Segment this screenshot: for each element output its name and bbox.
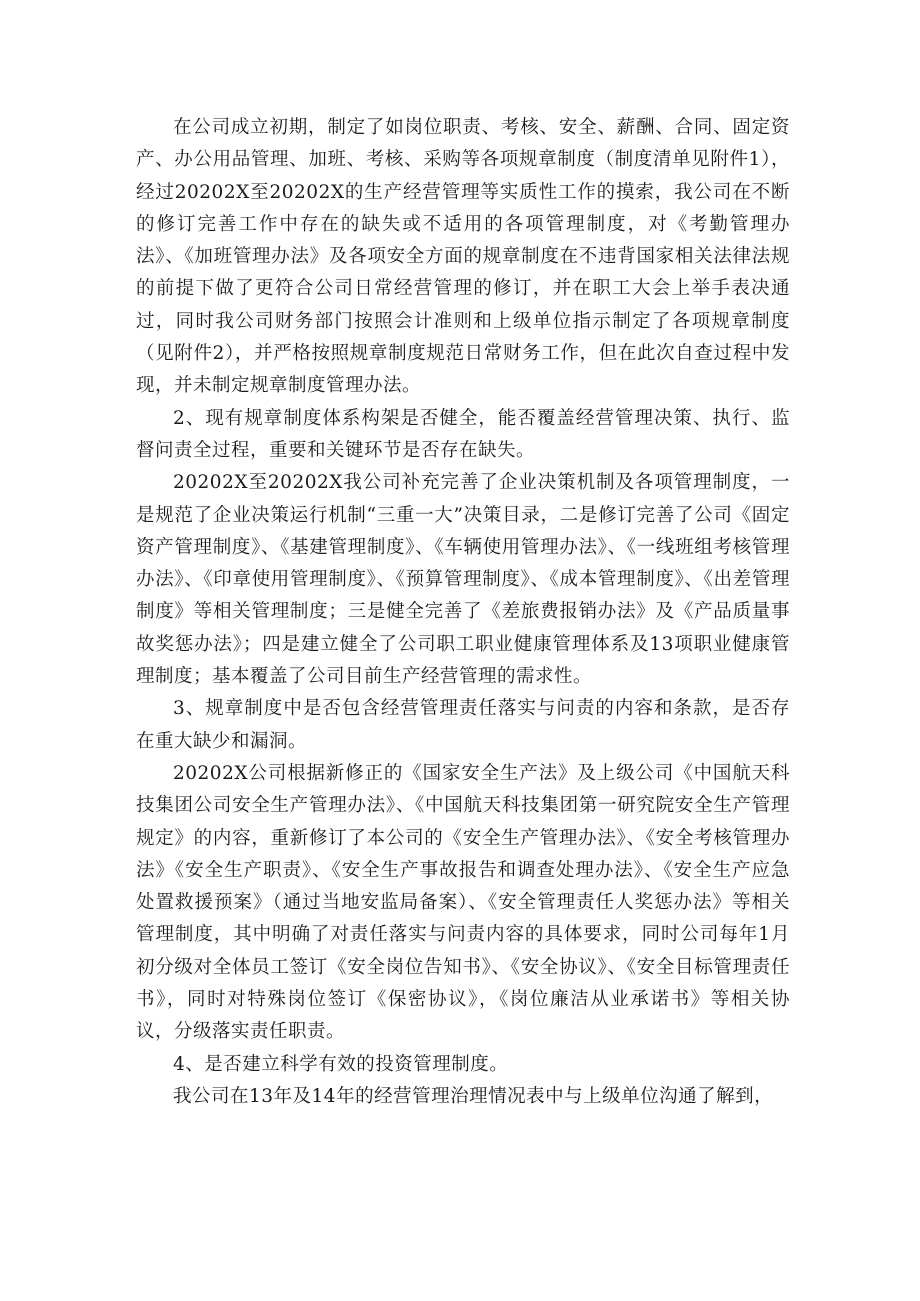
paragraph-establishment-rules: 在公司成立初期，制定了如岗位职责、考核、安全、薪酬、合同、固定资产、办公用品管理、加班、考核、采购等各项规章制度（制度清单见附件1），经过20202X至20202X的生产经营管理等实质性工作的摸索，我公司在不断的修订完善工作中存在的缺失或不适用的各项管理制度，对《考勤管理办法》、《加班管理办法》及各项安全方面的规章制度在不违背国家相关法律法规的前提下做了更符合公司日常经营管理的修订，并在职工大会上举手表决通过，同时我公司财务部门按照会计准则和上级单位指示制定了各项规章制度（见附件2），并严格按照规章制度规范日常财务工作，但在此次自查过程中发现，并未制定规章制度管理办法。 — [136, 117, 790, 397]
question-2-heading: 2、现有规章制度体系构架是否健全，能否覆盖经营管理决策、执行、监督问责全过程，重要和关键环节是否存在缺失。 — [136, 407, 790, 461]
paragraph-safety-responsibility: 20202X公司根据新修正的《国家安全生产法》及上级公司《中国航天科技集团公司安全生产管理办法》、《中国航天科技集团第一研究院安全生产管理规定》的内容，重新修订了本公司的《安全生产管理办法》、《安全考核管理办法》《安全生产职责》、《安全生产事故报告和调查处理办法》、《安全生产应急处置救援预案》（通过当地安监局备案）、《安全管理责任人奖惩办法》等相关管理制度，其中明确了对责任落实与问责内容的具体要求，同时公司每年1月初分级对全体员工签订《安全岗位告知书》、《安全协议》、《安全目标管理责任书》，同时对特殊岗位签订《保密协议》，《岗位廉洁从业承诺书》等相关协议，分级落实责任职责。 — [136, 762, 790, 1043]
document-page — [136, 112, 790, 1113]
question-4-heading: 4、是否建立科学有效的投资管理制度。 — [173, 1053, 509, 1075]
question-3-heading: 3、规章制度中是否包含经营管理责任落实与问责的内容和条款，是否存在重大缺少和漏洞。 — [136, 698, 790, 752]
paragraph-decision-mechanism: 20202X至20202X我公司补充完善了企业决策机制及各项管理制度，一是规范了企业决策运行机制“三重一大”决策目录，二是修订完善了公司《固定资产管理制度》、《基建管理制度》、《车辆使用管理办法》、《一线班组考核管理办法》、《印章使用管理制度》、《预算管理制度》、《成本管理制度》、《出差管理制度》等相关管理制度；三是健全完善了《差旅费报销办法》及《产品质量事故奖惩办法》；四是建立健全了公司职工职业健康管理体系及13项职业健康管理制度；基本覆盖了公司目前生产经营管理的需求性。 — [136, 472, 790, 688]
paragraph-investment-management: 我公司在13年及14年的经营管理治理情况表中与上级单位沟通了解到， — [173, 1085, 774, 1107]
